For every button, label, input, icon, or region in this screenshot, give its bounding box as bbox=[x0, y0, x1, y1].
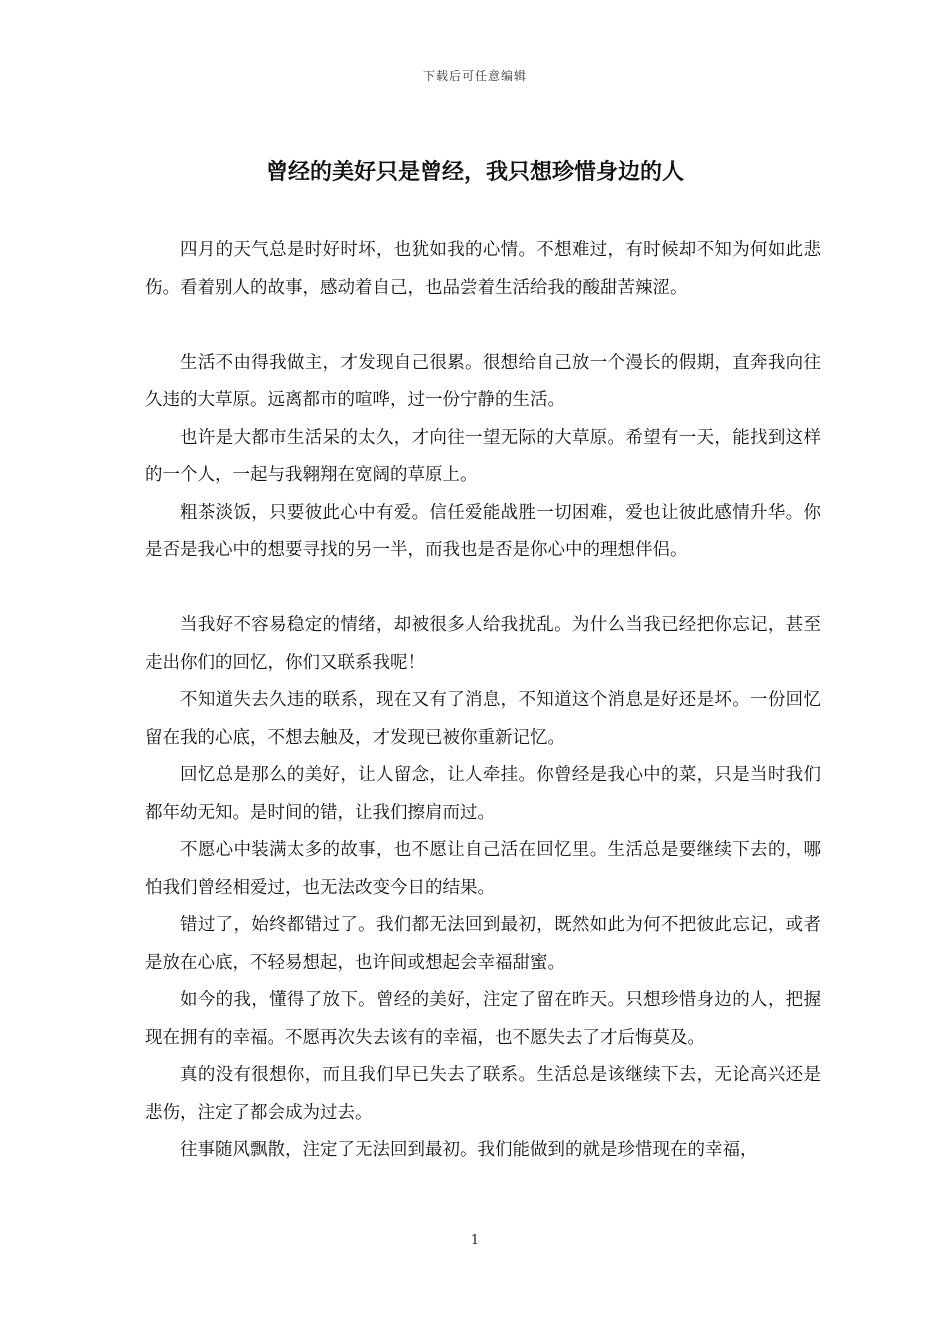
document-body bbox=[145, 232, 821, 1170]
page-number: 1 bbox=[470, 1233, 480, 1248]
paragraph: 错过了，始终都错过了。我们都无法回到最初，既然如此为何不把彼此忘记，或者是放在心底，不轻易想起，也许间或想起会幸福甜蜜。 bbox=[145, 915, 821, 973]
paragraph: 如今的我，懂得了放下。曾经的美好，注定了留在昨天。只想珍惜身边的人，把握现在拥有的幸福。不愿再次失去该有的幸福，也不愿失去了才后悔莫及。 bbox=[145, 990, 821, 1048]
paragraph: 粗茶淡饭，只要彼此心中有爱。信任爱能战胜一切困难，爱也让彼此感情升华。你是否是我心中的想要寻找的另一半，而我也是否是你心中的理想伴侣。 bbox=[145, 502, 821, 560]
blank-line bbox=[145, 570, 821, 608]
document-title: 曾经的美好只是曾经，我只想珍惜身边的人 bbox=[265, 160, 684, 185]
paragraph: 不愿心中装满太多的故事，也不愿让自己活在回忆里。生活总是要继续下去的，哪怕我们曾经相爱过，也无法改变今日的结果。 bbox=[145, 840, 821, 898]
header-note: 下载后可任意编辑 bbox=[422, 69, 527, 83]
paragraph: 不知道失去久违的联系，现在又有了消息，不知道这个消息是好还是坏。一份回忆留在我的心底，不想去触及，才发现已被你重新记忆。 bbox=[145, 690, 821, 748]
paragraph: 回忆总是那么的美好，让人留念，让人牵挂。你曾经是我心中的菜，只是当时我们都年幼无知。是时间的错，让我们擦肩而过。 bbox=[145, 765, 821, 823]
paragraph: 当我好不容易稳定的情绪，却被很多人给我扰乱。为什么当我已经把你忘记，甚至走出你们的回忆，你们又联系我呢！ bbox=[145, 615, 821, 673]
paragraph: 生活不由得我做主，才发现自己很累。很想给自己放一个漫长的假期，直奔我向往久违的大草原。远离都市的喧哗，过一份宁静的生活。 bbox=[145, 352, 821, 410]
paragraph: 真的没有很想你，而且我们早已失去了联系。生活总是该继续下去，无论高兴还是悲伤，注定了都会成为过去。 bbox=[145, 1065, 821, 1123]
blank-line bbox=[145, 307, 821, 345]
paragraph: 往事随风飘散，注定了无法回到最初。我们能做到的就是珍惜现在的幸福， bbox=[180, 1140, 758, 1160]
paragraph: 也许是大都市生活呆的太久，才向往一望无际的大草原。希望有一天，能找到这样的一个人，一起与我翱翔在宽阔的草原上。 bbox=[145, 427, 821, 485]
paragraph: 四月的天气总是时好时坏，也犹如我的心情。不想难过，有时候却不知为何如此悲伤。看着别人的故事，感动着自己，也品尝着生活给我的酸甜苦辣涩。 bbox=[145, 240, 821, 298]
